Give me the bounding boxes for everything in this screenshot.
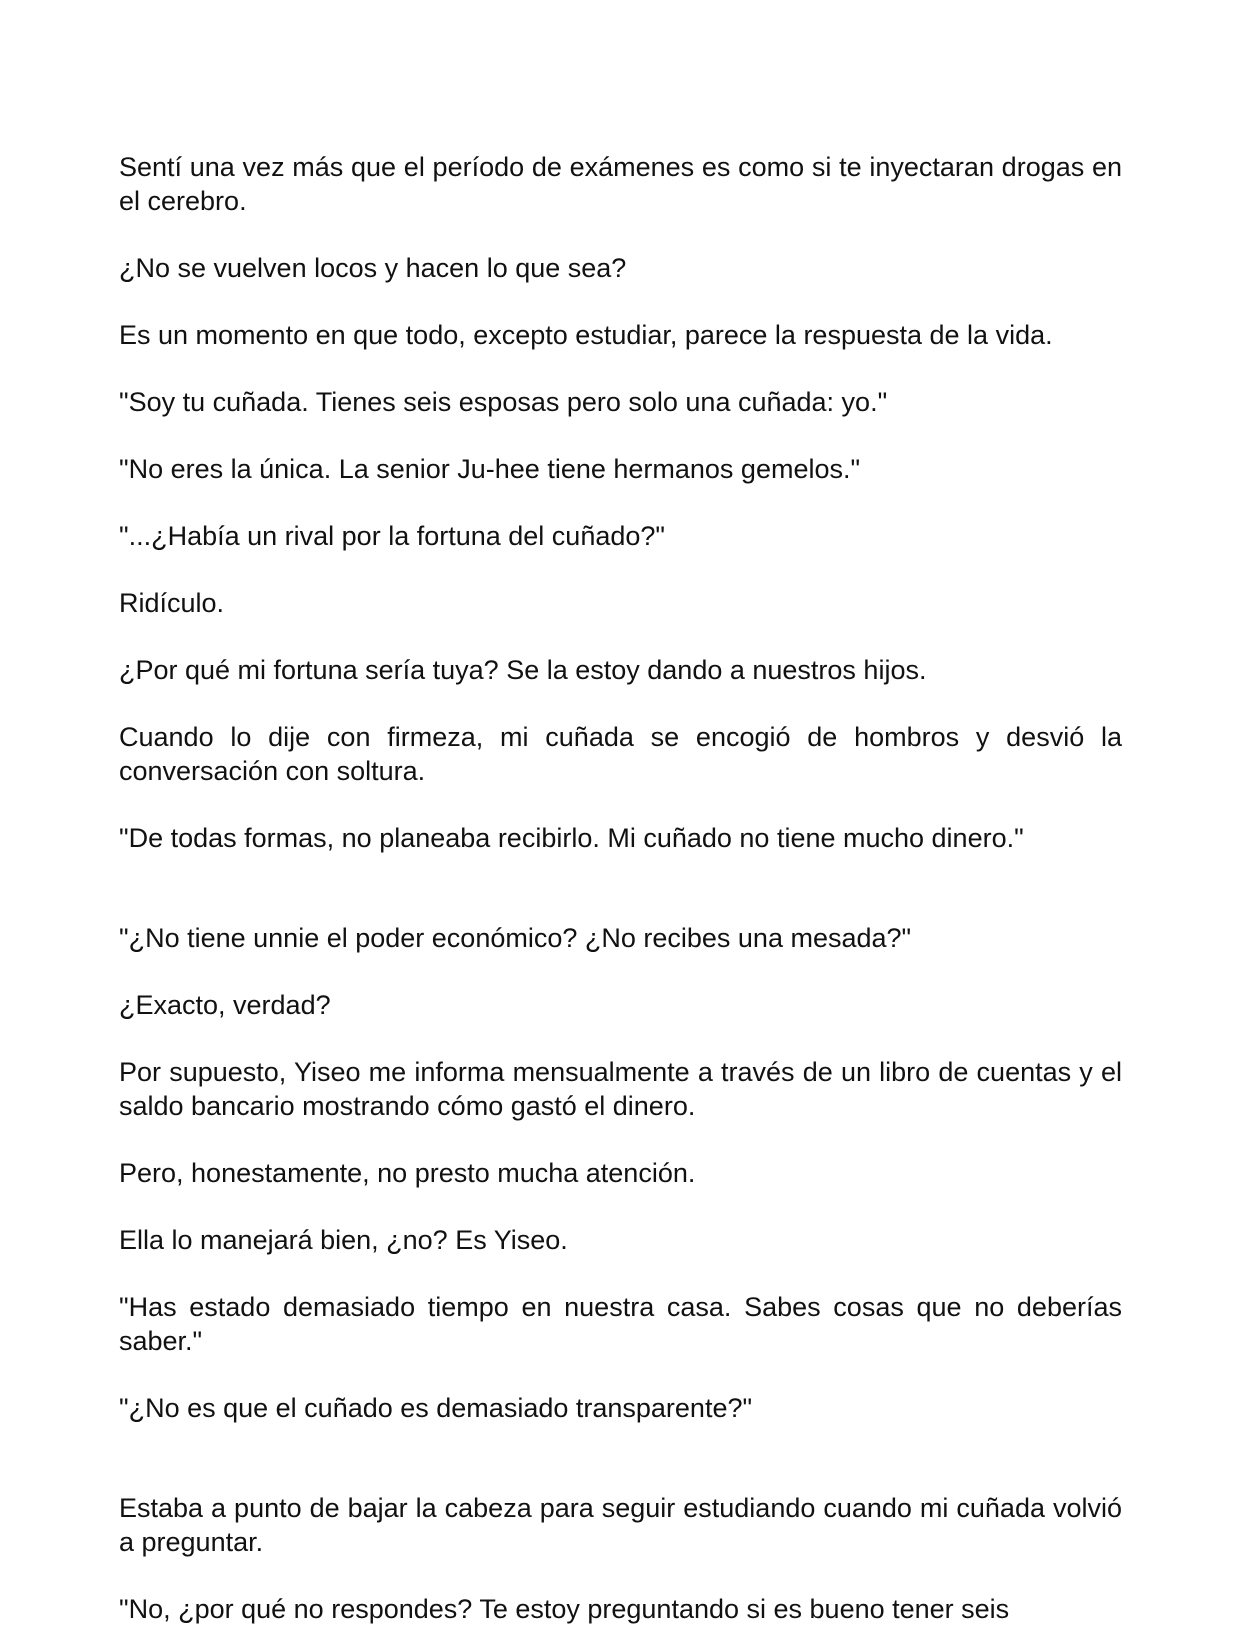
paragraph: ¿Exacto, verdad? — [119, 990, 331, 1020]
paragraph: Ella lo manejará bien, ¿no? Es Yiseo. — [119, 1225, 568, 1255]
paragraph: Sentí una vez más que el período de exámenes es como si te inyectaran drogas en el cerebro. — [119, 152, 1122, 216]
paragraph: "Has estado demasiado tiempo en nuestra casa. Sabes cosas que no deberías saber." — [119, 1292, 1122, 1356]
paragraph: "Soy tu cuñada. Tienes seis esposas pero solo una cuñada: yo." — [119, 387, 888, 417]
paragraph: ¿Por qué mi fortuna sería tuya? Se la estoy dando a nuestros hijos. — [119, 655, 927, 685]
paragraph: "De todas formas, no planeaba recibirlo. Mi cuñado no tiene mucho dinero." — [119, 823, 1024, 853]
paragraph: ¿No se vuelven locos y hacen lo que sea? — [119, 253, 627, 283]
paragraph: Por supuesto, Yiseo me informa mensualmente a través de un libro de cuentas y el saldo bancario mostrando cómo gastó el dinero. — [119, 1057, 1122, 1121]
paragraph: "¿No es que el cuñado es demasiado transparente?" — [119, 1393, 753, 1423]
paragraph: "No, ¿por qué no respondes? Te estoy preguntando si es bueno tener seis — [119, 1594, 1010, 1624]
paragraph: Pero, honestamente, no presto mucha atención. — [119, 1158, 696, 1188]
paragraph: Ridículo. — [119, 588, 225, 618]
document-body — [119, 150, 1122, 1626]
paragraph: Cuando lo dije con firmeza, mi cuñada se encogió de hombros y desvió la conversación con soltura. — [119, 722, 1122, 786]
paragraph: "¿No tiene unnie el poder económico? ¿No recibes una mesada?" — [119, 923, 912, 953]
paragraph: Es un momento en que todo, excepto estudiar, parece la respuesta de la vida. — [119, 320, 1053, 350]
paragraph: "No eres la única. La senior Ju-hee tiene hermanos gemelos." — [119, 454, 861, 484]
paragraph: "...¿Había un rival por la fortuna del cuñado?" — [119, 521, 665, 551]
paragraph: Estaba a punto de bajar la cabeza para seguir estudiando cuando mi cuñada volvió a preguntar. — [119, 1493, 1122, 1557]
